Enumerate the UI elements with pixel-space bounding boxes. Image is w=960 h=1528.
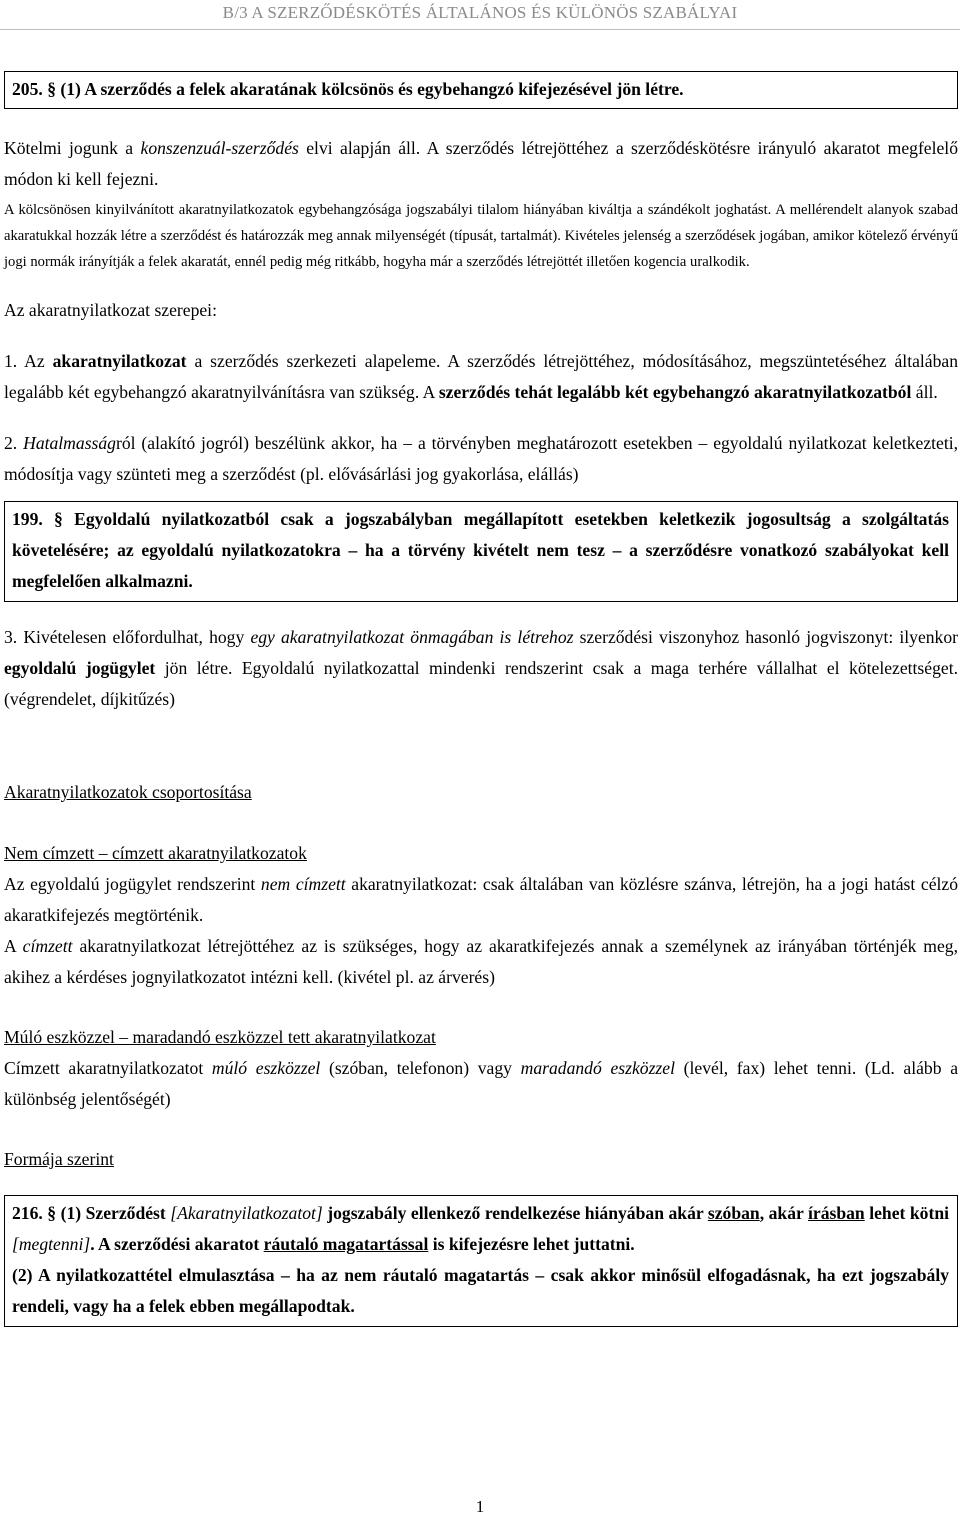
grouping-subheading-addressed: Nem címzett – címzett akaratnyilatkozatok	[4, 843, 307, 863]
law-box-216	[4, 1195, 958, 1327]
grouping-paragraph-2: A címzett akaratnyilatkozat létrejöttéhez az is szükséges, hogy az akaratkifejezés annak a személynek az irányában történjék meg, akihez a kérdéses jognyilatkozatot intézni kell. (kivétel pl. az árverés)	[4, 936, 958, 987]
law-216-paragraph-2: (2) A nyilatkozattétel elmulasztása – ha az nem ráutaló magatartás – csak akkor minősül elfogadásnak, ha ezt jogszabály rendeli, vagy ha a felek ebben megállapodtak.	[12, 1265, 949, 1316]
law-box-205	[4, 71, 958, 109]
law-box-199	[4, 501, 958, 602]
law-205-text: 205. § (1) A szerződés a felek akaratának kölcsönös és egybehangzó kifejezésével jön létre.	[12, 79, 684, 99]
running-header: B/3 A SZERZŐDÉSKÖTÉS ÁLTALÁNOS ÉS KÜLÖNÖS SZABÁLYAI	[222, 3, 738, 22]
document-body	[4, 71, 958, 1327]
roles-heading: Az akaratnyilatkozat szerepei:	[4, 300, 217, 320]
header-rule	[0, 29, 960, 30]
roles-item-2: 2. Hatalmasságról (alakító jogról) beszélünk akkor, ha – a törvényben meghatározott esetekben – egyoldalú nyilatkozat keletkezteti, módosítja vagy szünteti meg a szerződést (pl. elővásárlási jog gyakorlása, elállás)	[4, 433, 959, 484]
grouping-subheading-medium: Múló eszközzel – maradandó eszközzel tett akaratnyilatkozat	[4, 1027, 436, 1047]
grouping-paragraph-1: Az egyoldalú jogügylet rendszerint nem címzett akaratnyilatkozat: csak általában van közlésre szánva, létrejön, ha a jogi hatást célzó akaratkifejezés megtörténik.	[4, 874, 958, 925]
grouping-heading: Akaratnyilatkozatok csoportosítása	[4, 782, 252, 802]
law-216-paragraph-1: 216. § (1) Szerződést [Akaratnyilatkozatot] jogszabály ellenkező rendelkezése hiányában akár szóban, akár írásban lehet kötni [megtenni]. A szerződési akaratot ráutaló magatartással is kifejezésre lehet juttatni.	[12, 1203, 950, 1254]
intro-small-paragraph: A kölcsönösen kinyilvánított akaratnyilatkozatok egybehangzósága jogszabályi tilalom hiányában kiváltja a szándékolt joghatást. A mellérendelt alanyok szabad akaratukkal hozzák létre a szerződést és határozzák meg annak milyenségét (típusát, tartalmát). Kivételes jelenség a szerződések jogában, amikor kötelező érvényű jogi normák irányítják a felek akaratát, ennél pedig még ritkább, hogyha már a szerződés létrejöttét illetően kogencia uralkodik.	[4, 202, 958, 270]
page-number: 1	[475, 1497, 485, 1516]
roles-item-3: 3. Kivételesen előfordulhat, hogy egy akaratnyilatkozat önmagában is létrehoz szerződési viszonyhoz hasonló jogviszonyt: ilyenkor egyoldalú jogügylet jön létre. Egyoldalú nyilatkozattal mindenki rendszerint csak a maga terhére vállalhat el kötelezettséget. (végrendelet, díjkitűzés)	[4, 627, 959, 709]
roles-item-1: 1. Az akaratnyilatkozat a szerződés szerkezeti alapeleme. A szerződés létrejöttéhez, módosításához, megszüntetéséhez általában legalább két egybehangzó akaratnyilvánításra van szükség. A szerződés tehát legalább két egybehangzó akaratnyilatkozatból áll.	[4, 351, 958, 402]
grouping-subheading-form: Formája szerint	[4, 1149, 114, 1169]
law-199-text: 199. § Egyoldalú nyilatkozatból csak a jogszabályban megállapított esetekben keletkezik jogosultság a szolgáltatás követelésére; az egyoldalú nyilatkozatokra – ha a törvény kivételt nem tesz – a szerződésre vonatkozó szabályokat kell megfelelően alkalmazni.	[12, 509, 949, 591]
grouping-paragraph-3: Címzett akaratnyilatkozatot múló eszközzel (szóban, telefonon) vagy maradandó eszközzel (levél, fax) lehet tenni. (Ld. alább a különbség jelentőségét)	[4, 1058, 959, 1109]
intro-paragraph: Kötelmi jogunk a konszenzuál-szerződés elvi alapján áll. A szerződés létrejöttéhez a szerződéskötésre irányuló akaratot megfelelő módon ki kell fejezni.	[4, 138, 958, 189]
intro-emphasis: konszenzuál-szerződés	[140, 138, 299, 158]
